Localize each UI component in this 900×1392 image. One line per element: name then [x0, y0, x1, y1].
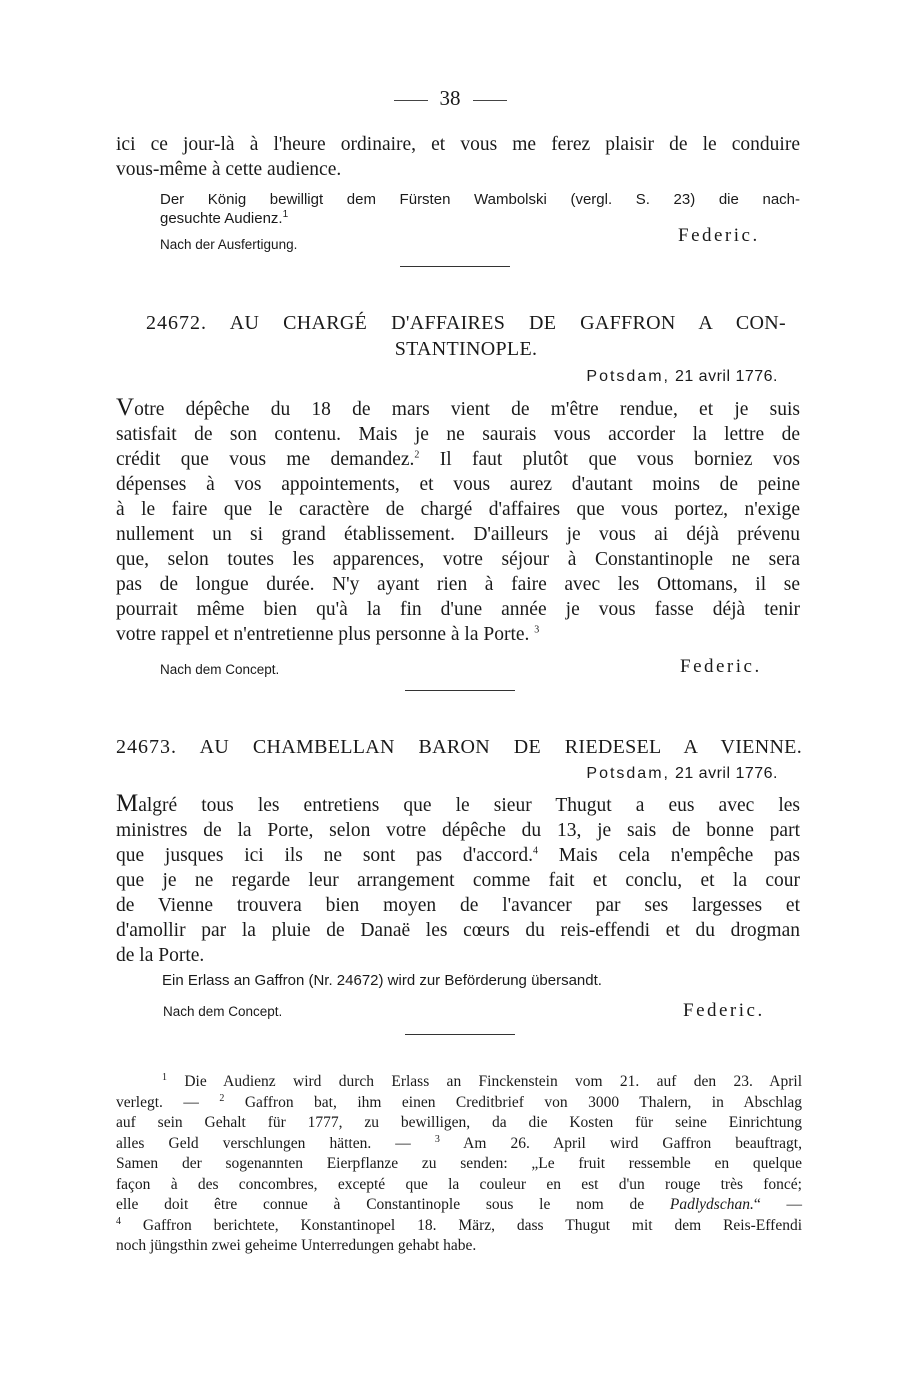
- letter-1-signature: Federic.: [680, 656, 762, 677]
- letter-1-line-5: à le faire que le caractère de chargé d'affaires que vous portez, n'exige: [116, 499, 800, 520]
- intro-note: [160, 190, 800, 228]
- letter-1-title-line-2: STANTINOPLE.: [394, 338, 538, 360]
- footnote-line-2: verlegt. — $^2$ Gaffron bat, ihm einen Creditbrief von 3000 Thalern, in Abschlag: [116, 1092, 803, 1111]
- letter-1-title-line-1: AU CHARGÉ D'AFFAIRES DE GAFFRON A CON-: [229, 312, 786, 334]
- intro-note-line-1: Der König bewilligt dem Fürsten Wambolski (vergl. S. 23) die nach-: [160, 191, 800, 208]
- intro-text: [116, 132, 800, 182]
- footnotes: [116, 1072, 802, 1257]
- letter-2-line-6: d'amollir par la pluie de Danaë les cœurs du reis-effendi et du drogman: [116, 920, 800, 941]
- letter-2-heading: [116, 734, 802, 760]
- letter-2-line-5: de Vienne trouvera bien moyen de l'avancer par ses largesses et: [116, 895, 800, 916]
- footnote-line-9: noch jüngsthin zwei geheime Unterredungen gehabt habe.: [116, 1237, 477, 1254]
- intro-line-2: vous-même à cette audience.: [116, 159, 342, 180]
- letter-2-source: Nach dem Concept.: [163, 1004, 283, 1019]
- intro-signature: Federic.: [678, 225, 760, 246]
- footnote-line-4: alles Geld verschlungen hätten. — $^3$ Am 26. April wird Gaffron beauftragt,: [116, 1133, 802, 1152]
- letter-2-note: Ein Erlass an Gaffron (Nr. 24672) wird zur Beförderung übersandt.: [162, 972, 602, 989]
- footnote-ref-3: 3: [534, 624, 540, 636]
- letter-1-line-1: Votre dépêche du 18 de mars vient de m'être rendue, et je suis: [116, 394, 800, 421]
- letter-2-number: 24673.: [116, 736, 177, 758]
- separator-rule-2: [405, 690, 515, 691]
- letter-1-line-9: pourrait même bien qu'à la fin d'une année je vous fasse déjà tenir: [116, 599, 800, 620]
- letter-2-line-7: de la Porte.: [116, 945, 205, 966]
- page-number-dash-right: [473, 100, 507, 101]
- letter-2-title: AU CHAMBELLAN BARON DE RIEDESEL A VIENNE.: [199, 736, 802, 758]
- footnote-line-5: Samen der sogenannten Eierpflanze zu senden: „Le fruit ressemble en quelque: [116, 1155, 802, 1172]
- intro-note-line-2: gesuchte Audienz.: [160, 210, 283, 227]
- page-number-text: 38: [439, 86, 461, 110]
- letter-2-place: Potsdam,: [586, 765, 670, 782]
- letter-1-number: 24672.: [146, 312, 207, 334]
- letter-1-line-8: pas de longue durée. N'y ayant rien à faire avec les Ottomans, il se: [116, 574, 800, 595]
- letter-1-line-6: nullement un si grand établissement. D'ailleurs je vous ai déjà prévenu: [116, 524, 800, 545]
- footnote-marker-1: 1: [162, 1071, 167, 1083]
- letter-2-line-1: Malgré tous les entretiens que le sieur Thugut a eus avec les: [116, 790, 800, 817]
- letter-1-line-3: crédit que vous me demandez.$^2$ Il faut plutôt que vous borniez vos: [116, 449, 800, 470]
- separator-rule-1: [400, 266, 510, 267]
- letter-2-date: [586, 765, 778, 783]
- letter-1-body: [116, 395, 800, 647]
- footnote-ref-4: 4: [532, 845, 538, 857]
- letter-1-initial: V: [116, 394, 135, 421]
- letter-1-line-2: satisfait de son contenu. Mais je ne saurais vous accorder la lettre de: [116, 424, 800, 445]
- footnote-line-8: $^4$ Gaffron berichtete, Konstantinopel 18. März, dass Thugut mit dem Reis-Effendi: [116, 1215, 803, 1234]
- letter-1-line-10: votre rappel et n'entretienne plus personne à la Porte. $^3$: [116, 624, 540, 645]
- letter-2-initial: M: [116, 790, 139, 817]
- letter-1-date-text: 21 avril 1776.: [674, 368, 778, 385]
- letter-1-date: [586, 368, 778, 386]
- footnote-line-6: façon à des concombres, excepté que la couleur en est d'un rouge très foncé;: [116, 1175, 802, 1193]
- letter-2-date-text: 21 avril 1776.: [674, 765, 778, 782]
- footnote-line-7: elle doit être connue à Constantinople sous le nom de Padlydschan.“ —: [116, 1196, 802, 1213]
- letter-1-line-7: que, selon toutes les apparences, votre séjour à Constantinople ne sera: [116, 549, 800, 570]
- letter-2-line-4: que je ne regarde leur arrangement comme fait et conclu, et la cour: [116, 870, 800, 891]
- letter-2-line-2: ministres de la Porte, selon votre dépêche du 13, je sais de bonne part: [116, 820, 800, 841]
- letter-2-body: [116, 791, 800, 968]
- page-number-dash-left: [394, 100, 428, 101]
- footnote-line-3: auf sein Gehalt für 1777, zu bewilligen, da die Kosten für seine Einrichtung: [116, 1114, 802, 1131]
- intro-source: Nach der Ausfertigung.: [160, 237, 298, 252]
- letter-1-heading: [146, 310, 786, 362]
- footnote-marker-2: 2: [219, 1092, 225, 1104]
- letter-2-signature: Federic.: [683, 1000, 765, 1021]
- footnote-marker-3: 3: [434, 1133, 440, 1145]
- separator-rule-3: [405, 1034, 515, 1035]
- letter-1-line-4: dépenses à vos appointements, et vous aurez d'autant moins de peine: [116, 474, 800, 495]
- letter-1-source: Nach dem Concept.: [160, 662, 280, 677]
- page-number: [0, 86, 900, 111]
- footnote-italic-term: Padlydschan.: [669, 1196, 754, 1213]
- letter-2-line-3: que jusques ici ils ne sont pas d'accord.$^4$ Mais cela n'empêche pas: [116, 845, 801, 866]
- footnote-ref-1: 1: [282, 209, 289, 220]
- intro-line-1: ici ce jour-là à l'heure ordinaire, et vous me ferez plaisir de le conduire: [116, 134, 800, 155]
- footnote-ref-2: 2: [414, 449, 420, 461]
- letter-1-place: Potsdam,: [586, 368, 670, 385]
- footnote-marker-4: 4: [116, 1215, 121, 1227]
- footnote-line-1: $^1$ Die Audienz wird durch Erlass an Finckenstein vom 21. auf den 23. April: [162, 1071, 803, 1090]
